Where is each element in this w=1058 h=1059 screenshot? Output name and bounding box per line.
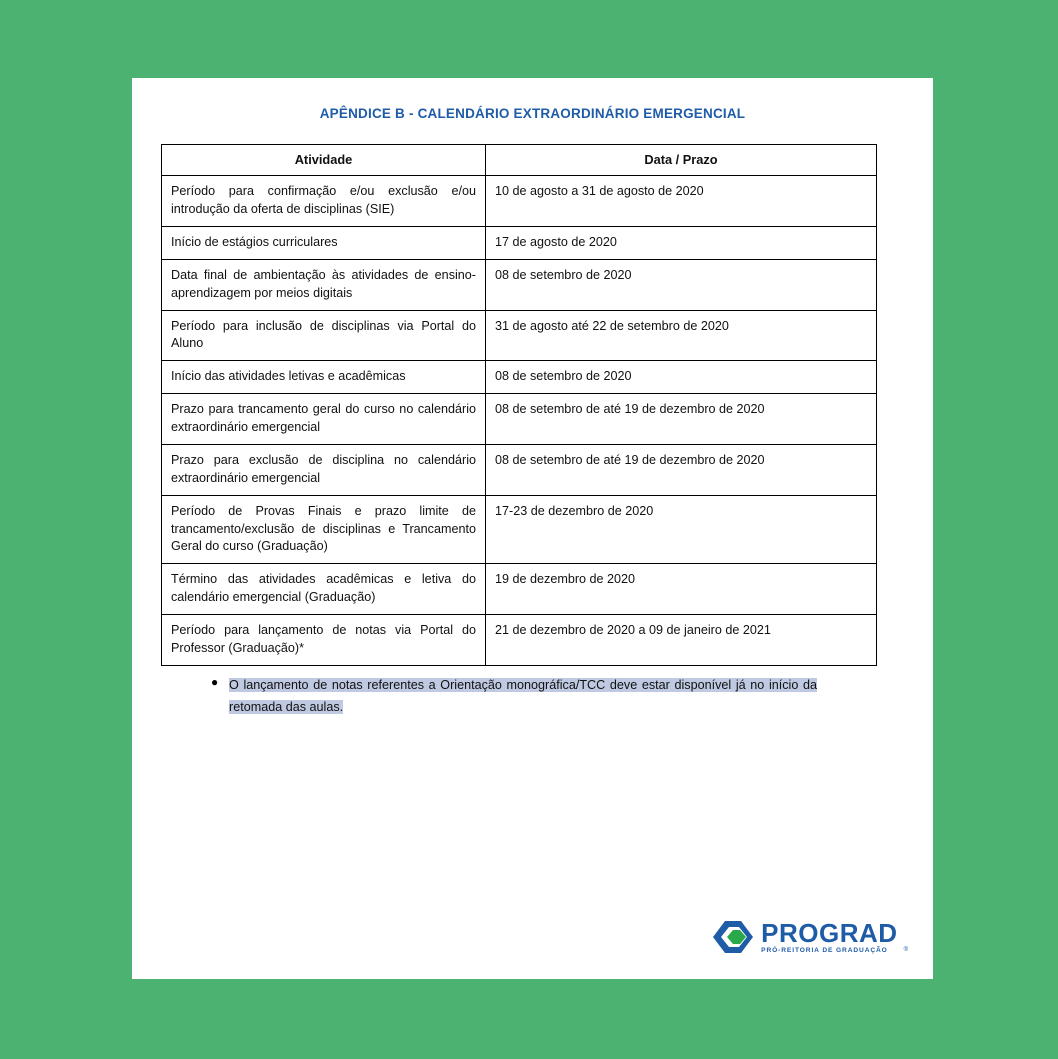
prograd-name: PROGRAD: [761, 917, 898, 948]
page-title: APÊNDICE B - CALENDÁRIO EXTRAORDINÁRIO EMERGENCIAL: [319, 106, 746, 121]
cell-activity: Período para lançamento de notas via Portal do Professor (Graduação)*: [162, 615, 486, 666]
table-row: [162, 361, 877, 394]
cell-activity: Data final de ambientação às atividades de ensino-aprendizagem por meios digitais: [162, 259, 486, 310]
column-header-date: Data / Prazo: [486, 145, 877, 176]
table-body: [162, 176, 877, 666]
cell-date: 08 de setembro de 2020: [486, 361, 877, 394]
cell-activity: Prazo para exclusão de disciplina no calendário extraordinário emergencial: [162, 444, 486, 495]
bullet-icon: ●: [211, 674, 219, 689]
prograd-wordmark: [761, 917, 898, 955]
cell-date: 10 de agosto a 31 de agosto de 2020: [486, 176, 877, 227]
prograd-logo: [711, 917, 908, 957]
prograd-mark-icon: [711, 917, 755, 957]
calendar-table-wrapper: [161, 144, 905, 666]
cell-activity: Prazo para trancamento geral do curso no calendário extraordinário emergencial: [162, 394, 486, 445]
table-row: [162, 310, 877, 361]
table-row: [162, 226, 877, 259]
cell-activity: Período para confirmação e/ou exclusão e/ou introdução da oferta de disciplinas (SIE): [162, 176, 486, 227]
cell-date: 08 de setembro de até 19 de dezembro de 2020: [486, 394, 877, 445]
footnote: [132, 674, 933, 719]
cell-date: 19 de dezembro de 2020: [486, 564, 877, 615]
footnote-body: [229, 674, 817, 719]
prograd-tagline: PRÓ-REITORIA DE GRADUAÇÃO: [761, 946, 888, 954]
cell-date: 17-23 de dezembro de 2020: [486, 495, 877, 564]
table-row: [162, 176, 877, 227]
cell-activity: Período de Provas Finais e prazo limite de trancamento/exclusão de disciplinas e Trancamento Geral do curso (Graduação): [162, 495, 486, 564]
table-row: [162, 495, 877, 564]
table-row: [162, 259, 877, 310]
cell-date: 08 de setembro de 2020: [486, 259, 877, 310]
cell-date: 17 de agosto de 2020: [486, 226, 877, 259]
cell-date: 31 de agosto até 22 de setembro de 2020: [486, 310, 877, 361]
cell-activity: Período para inclusão de disciplinas via Portal do Aluno: [162, 310, 486, 361]
cell-date: 08 de setembro de até 19 de dezembro de 2020: [486, 444, 877, 495]
cell-activity: Término das atividades acadêmicas e letiva do calendário emergencial (Graduação): [162, 564, 486, 615]
table-row: [162, 564, 877, 615]
registered-mark-icon: ®: [903, 947, 908, 953]
document-page: [132, 78, 933, 979]
column-header-activity: Atividade: [162, 145, 486, 176]
table-row: [162, 444, 877, 495]
footnote-text: O lançamento de notas referentes a Orientação monográfica/TCC deve estar disponível já no início da retomada das aulas.: [229, 677, 817, 715]
cell-activity: Início de estágios curriculares: [162, 226, 486, 259]
calendar-table: [161, 144, 877, 666]
table-row: [162, 394, 877, 445]
cell-activity: Início das atividades letivas e acadêmicas: [162, 361, 486, 394]
cell-date: 21 de dezembro de 2020 a 09 de janeiro de 2021: [486, 615, 877, 666]
table-row: [162, 615, 877, 666]
table-header-row: [162, 145, 877, 176]
